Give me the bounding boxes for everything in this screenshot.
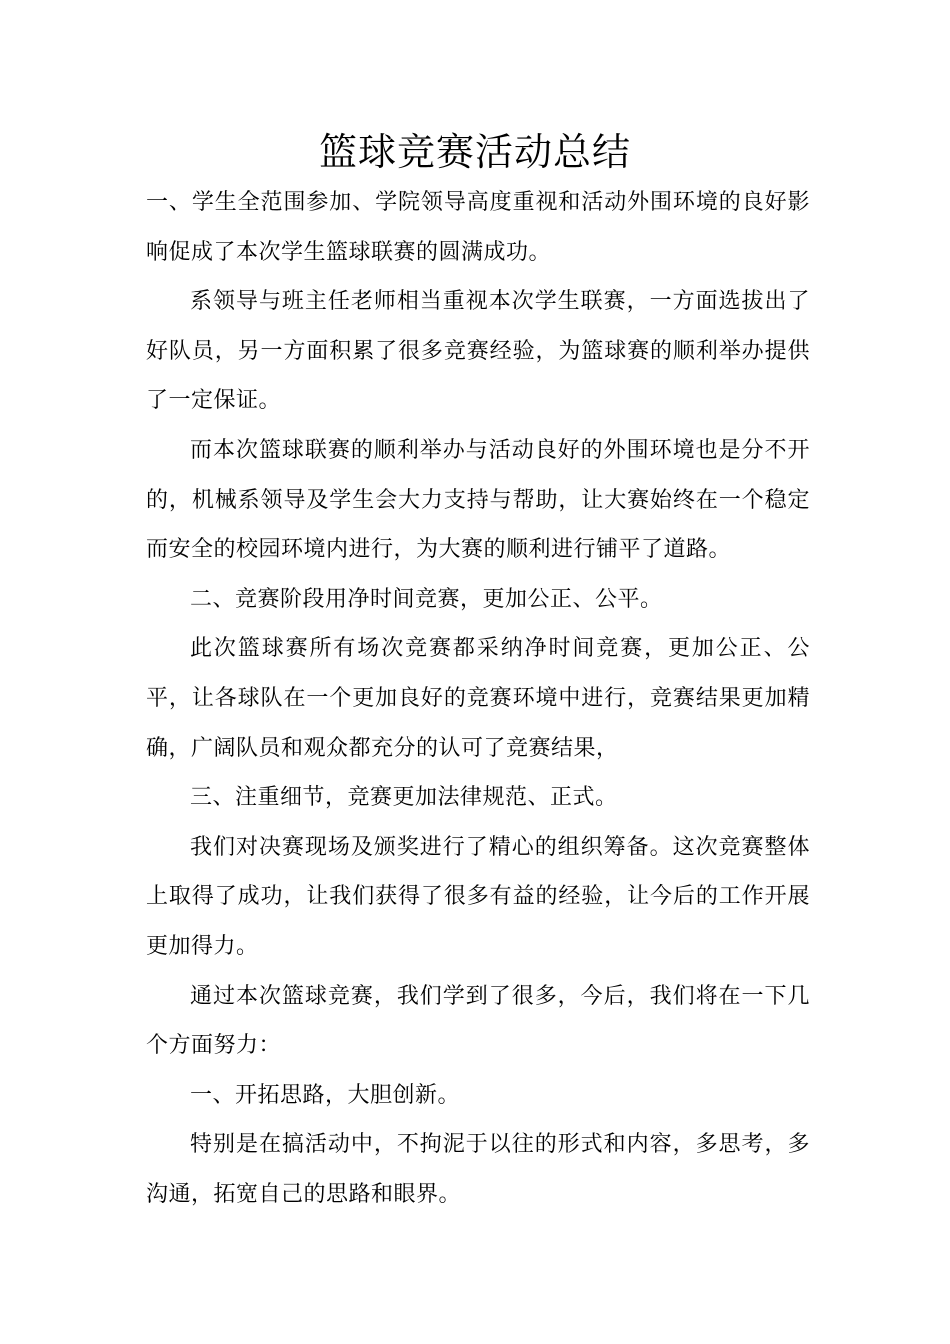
- paragraph-5: 此次篮球赛所有场次竞赛都采纳净时间竞赛，更加公正、公平，让各球队在一个更加良好的竞赛环境中进行，竞赛结果更加精确，广阔队员和观众都充分的认可了竞赛结果，: [146, 636, 810, 761]
- document-body: [146, 178, 810, 1219]
- document-title: 篮球竞赛活动总结: [318, 130, 631, 174]
- paragraph-4: 二、竞赛阶段用净时间竞赛，更加公正、公平。: [190, 586, 663, 612]
- paragraph-6: 三、注重细节，竞赛更加法律规范、正式。: [190, 785, 618, 811]
- paragraph-10: 特别是在搞活动中，不拘泥于以往的形式和内容，多思考，多沟通，拓宽自己的思路和眼界。: [146, 1132, 810, 1207]
- paragraph-9: 一、开拓思路，大胆创新。: [190, 1082, 461, 1108]
- paragraph-3: 而本次篮球联赛的顺利举办与活动良好的外围环境也是分不开的，机械系领导及学生会大力支持与帮助，让大赛始终在一个稳定而安全的校园环境内进行，为大赛的顺利进行铺平了道路。: [146, 437, 810, 563]
- paragraph-8: 通过本次篮球竞赛，我们学到了很多，今后，我们将在一下几个方面努力：: [146, 983, 810, 1059]
- paragraph-7: 我们对决赛现场及颁奖进行了精心的组织筹备。这次竞赛整体上取得了成功，让我们获得了很多有益的经验，让今后的工作开展更加得力。: [146, 834, 810, 959]
- paragraph-1: 一、学生全范围参加、学院领导高度重视和活动外围环境的良好影响促成了本次学生篮球联赛的圆满成功。: [146, 190, 810, 265]
- paragraph-2: 系领导与班主任老师相当重视本次学生联赛，一方面选拔出了好队员，另一方面积累了很多竞赛经验，为篮球赛的顺利举办提供了一定保证。: [146, 289, 810, 414]
